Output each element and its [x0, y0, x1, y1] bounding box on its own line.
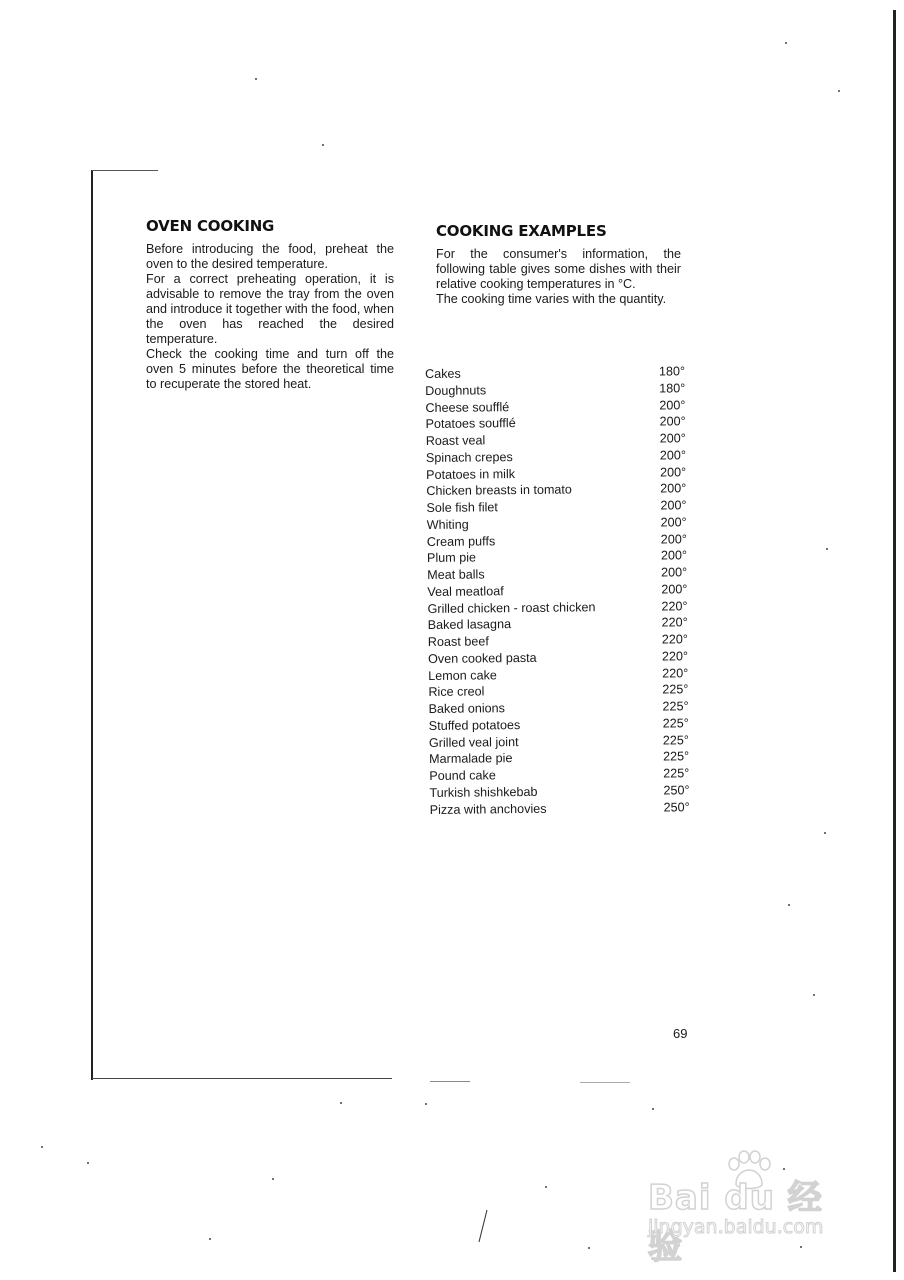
dish-name: Spinach crepes: [425, 449, 513, 465]
dish-temperature: 200°: [660, 531, 687, 547]
dish-name: Doughnuts: [425, 383, 487, 398]
dish-name: Pizza with anchovies: [429, 801, 547, 817]
dish-name: Sole fish filet: [426, 500, 498, 515]
dish-name: Lemon cake: [428, 667, 497, 683]
cooking-examples-section: [436, 222, 681, 307]
dish-temperature: 250°: [663, 799, 690, 815]
dish-temperature: 180°: [659, 381, 686, 396]
bottom-margin-line: [92, 1078, 392, 1079]
watermark-brand: Bai du 经验: [648, 1178, 823, 1267]
cooking-examples-paragraph: For the consumer's information, the following table gives some dishes with their relative cooking temperatures in °C.: [436, 247, 681, 291]
page-edge-line: [893, 10, 896, 1272]
dish-temperature: 200°: [660, 481, 687, 496]
watermark-url: jingyan.baidu.com: [648, 1216, 824, 1238]
dish-name: Potatoes soufflé: [425, 416, 516, 432]
dish-name: Marmalade pie: [429, 751, 513, 767]
dish-name: Turkish shishkebab: [429, 784, 538, 800]
dish-name: Whiting: [426, 517, 469, 532]
dish-temperature: 200°: [659, 464, 687, 480]
dish-temperature: 220°: [662, 665, 689, 681]
dish-temperature: 220°: [661, 632, 688, 647]
watermark: [640, 1150, 850, 1267]
dish-temperature: 225°: [662, 699, 689, 714]
dish-temperature: 180°: [658, 364, 686, 379]
dish-temperature: 200°: [659, 397, 686, 413]
oven-cooking-title: OVEN COOKING: [146, 217, 275, 235]
table-row: [430, 799, 690, 818]
dish-name: Oven cooked pasta: [427, 650, 537, 666]
cooking-examples-title: COOKING EXAMPLES: [436, 222, 607, 240]
dish-name: Roast veal: [425, 433, 486, 448]
dish-name: Potatoes in milk: [426, 466, 516, 482]
oven-cooking-paragraph: For a correct preheating operation, it is advisable to remove the tray from the oven and introduce it together with the food, when the oven has reached the desired temperature.: [146, 272, 394, 346]
dish-temperature: 225°: [663, 766, 690, 781]
dish-name: Chicken breasts in tomato: [426, 482, 572, 499]
dish-temperature: 200°: [659, 414, 686, 429]
dish-temperature: 200°: [660, 515, 687, 530]
dish-temperature: 200°: [661, 582, 688, 597]
dish-temperature: 200°: [659, 431, 686, 446]
left-margin-line: [91, 170, 93, 1080]
dish-temperature: 225°: [662, 682, 689, 697]
dish-name: Stuffed potatoes: [428, 717, 521, 733]
oven-cooking-paragraph: Check the cooking time and turn off the oven 5 minutes before the theoretical time to recuperate the stored heat.: [146, 347, 394, 391]
dish-temperature: 200°: [661, 565, 688, 580]
dish-temperature: 225°: [662, 749, 690, 764]
dish-temperature: 220°: [661, 598, 688, 614]
dish-temperature: 225°: [662, 732, 690, 748]
bottom-margin-line: [580, 1082, 630, 1083]
dish-temperature: 200°: [660, 548, 688, 563]
scan-scratch: [476, 1208, 490, 1244]
dish-name: Meat balls: [427, 567, 485, 582]
dish-name: Baked onions: [428, 701, 505, 716]
dish-temperature: 225°: [662, 716, 689, 731]
cooking-temperature-table: [425, 363, 690, 818]
page-number: 69: [673, 1026, 688, 1041]
dish-name: Grilled veal joint: [428, 734, 519, 750]
dish-name: Cakes: [425, 366, 461, 381]
dish-name: Veal meatloaf: [427, 583, 504, 599]
dish-name: Baked lasagna: [427, 617, 512, 633]
dish-temperature: 220°: [661, 649, 689, 664]
dish-temperature: 220°: [661, 615, 688, 630]
top-margin-line: [92, 170, 158, 171]
dish-temperature: 250°: [663, 783, 690, 798]
dish-name: Rice creol: [428, 684, 485, 700]
dish-name: Pound cake: [429, 768, 496, 783]
dish-temperature: 200°: [660, 498, 687, 513]
dish-name: Cream puffs: [426, 533, 496, 549]
oven-cooking-section: [146, 217, 394, 392]
cooking-examples-paragraph: The cooking time varies with the quantity.: [436, 292, 667, 306]
dish-name: Grilled chicken - roast chicken: [427, 599, 596, 616]
dish-name: Cheese soufflé: [425, 399, 510, 415]
oven-cooking-paragraph: Before introducing the food, preheat the oven to the desired temperature.: [146, 242, 394, 271]
dish-name: Roast beef: [427, 634, 489, 649]
bottom-margin-line: [430, 1081, 470, 1082]
dish-name: Plum pie: [426, 550, 477, 566]
dish-temperature: 200°: [659, 448, 687, 463]
